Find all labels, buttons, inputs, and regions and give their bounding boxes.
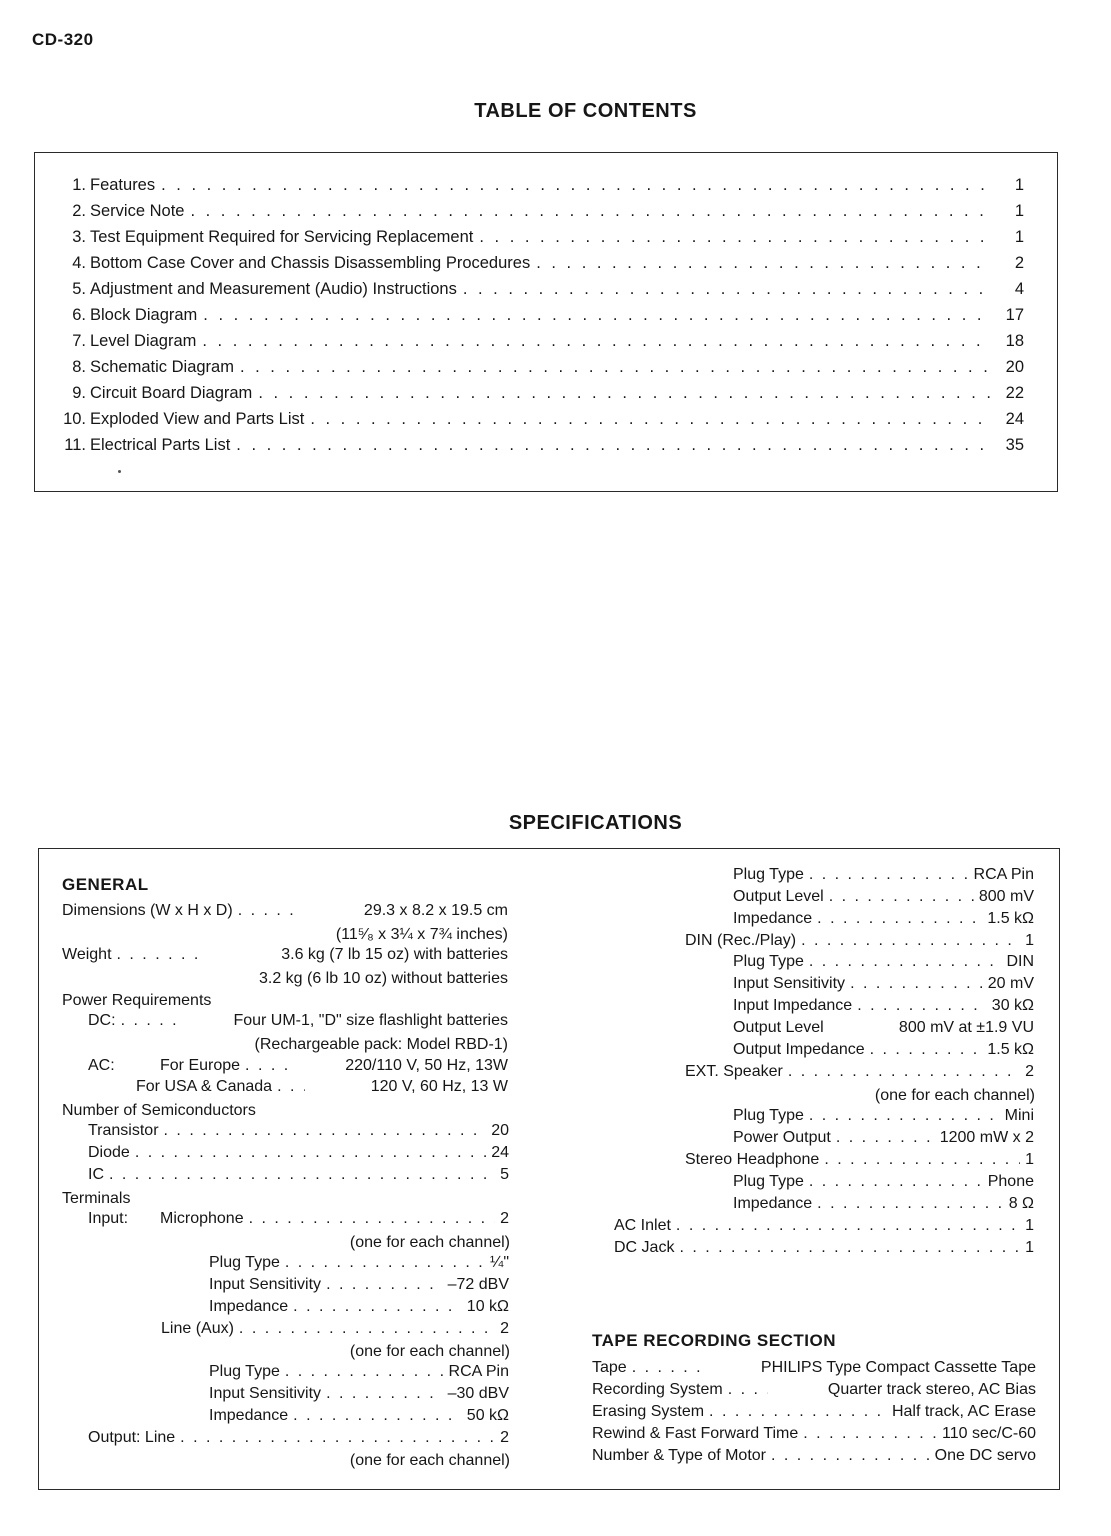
spec-row-out-plug: Plug Type . . . RCA Pin <box>733 866 1034 888</box>
toc-item[interactable]: 8. Schematic Diagram . . . 20 <box>54 358 1024 384</box>
spec-row-rewind: Rewind & Fast Forward Time . . . 110 sec/C-60 <box>592 1425 1036 1447</box>
spec-row-output-line: Output: Line . . . 2 <box>88 1429 509 1451</box>
spec-row-ext-plug: Plug Type . . . Mini <box>733 1107 1034 1129</box>
spec-row-line-impedance: Impedance . . . 50 kΩ <box>209 1407 509 1429</box>
print-speck <box>118 470 121 473</box>
toc-item[interactable]: 6. Block Diagram . . . 17 <box>54 306 1024 332</box>
spec-row-ac-usa: For USA & Canada . . . 120 V, 60 Hz, 13 W <box>136 1078 508 1100</box>
spec-row-hp-impedance: Impedance . . . 8 Ω <box>733 1195 1034 1217</box>
toc-title: TABLE OF CONTENTS <box>474 100 697 122</box>
weight-without: 3.2 kg (6 lb 10 oz) without batteries <box>258 970 508 987</box>
semis-label: Number of Semiconductors <box>62 1102 256 1119</box>
terminals-label: Terminals <box>62 1190 131 1207</box>
spec-row-out-level: Output Level . . . 800 mV <box>733 888 1034 910</box>
spec-row-transistor: Transistor . . . 20 <box>88 1122 509 1144</box>
toc-list <box>54 176 1024 462</box>
tape-heading: TAPE RECORDING SECTION <box>592 1331 836 1350</box>
spec-row-motor: Number & Type of Motor . . . One DC servo <box>592 1447 1036 1469</box>
spec-row-dimensions: Dimensions (W x H x D) . . . 29.3 x 8.2 x 19.5 cm <box>62 902 508 924</box>
spec-title: SPECIFICATIONS <box>508 812 683 834</box>
spec-row-mic-plug: Plug Type . . . ¼" <box>209 1254 509 1276</box>
toc-item[interactable]: 4. Bottom Case Cover and Chassis Disassembling Procedures . . . 2 <box>54 254 1024 280</box>
spec-row-line-aux: Line (Aux) . . . 2 <box>161 1320 509 1342</box>
spec-row-ac-inlet: AC Inlet . . . 1 <box>614 1217 1034 1239</box>
spec-row-dc: DC: . . . Four UM-1, "D" size flashlight batteries <box>88 1012 508 1034</box>
spec-row-erasing-system: Erasing System . . . Half track, AC Erase <box>592 1403 1036 1425</box>
spec-row-ext-power: Power Output . . . 1200 mW x 2 <box>733 1129 1034 1151</box>
toc-item[interactable]: 11. Electrical Parts List . . . 35 <box>54 436 1024 462</box>
line-note: (one for each channel) <box>349 1343 510 1360</box>
toc-item[interactable]: 5. Adjustment and Measurement (Audio) Instructions . . . 4 <box>54 280 1024 306</box>
toc-item[interactable]: 2. Service Note . . . 1 <box>54 202 1024 228</box>
spec-row-mic-impedance: Impedance . . . 10 kΩ <box>209 1298 509 1320</box>
spec-row-din-output-impedance: Output Impedance . . . 1.5 kΩ <box>733 1041 1034 1063</box>
spec-row-din-plug: Plug Type . . . DIN <box>733 953 1034 975</box>
spec-row-din-output-level: Output Level 800 mV at ±1.9 VU <box>733 1019 1034 1036</box>
spec-row-ic: IC . . . 5 <box>88 1166 509 1188</box>
spec-row-microphone: Input: Microphone . . . 2 <box>88 1210 509 1232</box>
mic-note: (one for each channel) <box>349 1234 510 1251</box>
model-number: CD-320 <box>32 30 94 49</box>
spec-row-ext-speaker: EXT. Speaker . . . 2 <box>685 1063 1034 1085</box>
spec-row-tape: Tape . . . PHILIPS Type Compact Cassette Tape <box>592 1359 1036 1381</box>
spec-row-diode: Diode . . . 24 <box>88 1144 509 1166</box>
output-note: (one for each channel) <box>349 1452 510 1469</box>
spec-row-line-sensitivity: Input Sensitivity . . . –30 dBV <box>209 1385 509 1407</box>
spec-row-mic-sensitivity: Input Sensitivity . . . –72 dBV <box>209 1276 509 1298</box>
spec-row-recording-system: Recording System . . . Quarter track stereo, AC Bias <box>592 1381 1036 1403</box>
dc-pack: (Rechargeable pack: Model RBD-1) <box>254 1036 508 1053</box>
toc-item[interactable]: 10. Exploded View and Parts List . . . 24 <box>54 410 1024 436</box>
spec-row-ac-europe: AC: For Europe . . . 220/110 V, 50 Hz, 13W <box>88 1057 508 1079</box>
toc-item[interactable]: 9. Circuit Board Diagram . . . 22 <box>54 384 1024 410</box>
spec-row-weight: Weight . . . 3.6 kg (7 lb 15 oz) with batteries <box>62 946 508 968</box>
toc-item[interactable]: 3. Test Equipment Required for Servicing Replacement . . . 1 <box>54 228 1024 254</box>
toc-item[interactable]: 7. Level Diagram . . . 18 <box>54 332 1024 358</box>
spec-row-headphone: Stereo Headphone . . . 1 <box>685 1151 1034 1173</box>
general-heading: GENERAL <box>62 875 149 894</box>
spec-row-line-plug: Plug Type . . . RCA Pin <box>209 1363 509 1385</box>
spec-row-din: DIN (Rec./Play) . . . 1 <box>685 932 1034 954</box>
spec-row-din-sensitivity: Input Sensitivity . . . 20 mV <box>733 975 1034 997</box>
power-label: Power Requirements <box>62 992 212 1009</box>
toc-item[interactable]: 1. Features . . . 1 <box>54 176 1024 202</box>
spec-row-dc-jack: DC Jack . . . 1 <box>614 1239 1034 1261</box>
spec-row-out-impedance: Impedance . . . 1.5 kΩ <box>733 910 1034 932</box>
spec-row-din-input-impedance: Input Impedance . . . 30 kΩ <box>733 997 1034 1019</box>
ext-note: (one for each channel) <box>874 1087 1035 1104</box>
dimensions-inches: (11⁵⁄₈ x 3¼ x 7¾ inches) <box>335 926 508 943</box>
spec-row-hp-plug: Plug Type . . . Phone <box>733 1173 1034 1195</box>
